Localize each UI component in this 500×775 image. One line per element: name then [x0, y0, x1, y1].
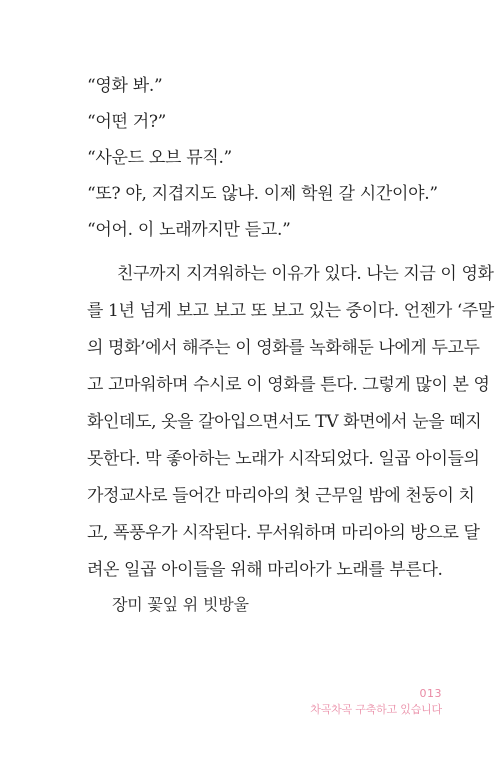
body-paragraph	[87, 256, 494, 589]
section-subheading: 장미 꽃잎 위 빗방울	[112, 595, 249, 614]
paragraph-line: 의 명화’에서 해주는 이 영화를 녹화해둔 나에게 두고두	[87, 338, 480, 358]
paragraph-line: 화인데도, 옷을 갈아입으면서도 TV 화면에서 눈을 떼지	[87, 412, 482, 432]
dialogue-line: “어어. 이 노래까지만 듣고.”	[87, 220, 291, 240]
paragraph-line: 친구까지 지겨워하는 이유가 있다. 나는 지금 이 영화	[117, 264, 494, 284]
page-number: 013	[419, 687, 442, 700]
dialogue-line: “또? 야, 지겹지도 않냐. 이제 학원 갈 시간이야.”	[87, 184, 438, 204]
dialogue-line: “어떤 거?”	[87, 112, 167, 132]
paragraph-line: 고 고마워하며 수시로 이 영화를 튼다. 그렇게 많이 본 영	[87, 375, 490, 395]
dialogue-line: “영화 봐.”	[87, 76, 163, 96]
page-footer	[310, 686, 442, 718]
paragraph-line: 를 1년 넘게 보고 보고 또 보고 있는 중이다. 언젠가 ‘주말	[87, 301, 494, 321]
dialogue-line: “사운드 오브 뮤직.”	[87, 148, 232, 168]
paragraph-line: 못한다. 막 좋아하는 노래가 시작되었다. 일곱 아이들의	[87, 449, 480, 469]
paragraph-line: 가정교사로 들어간 마리아의 첫 근무일 밤에 천둥이 치	[87, 486, 475, 506]
dialogue-block	[87, 68, 467, 248]
running-title: 차곡차곡 구축하고 있습니다	[310, 703, 442, 716]
paragraph-line: 려온 일곱 아이들을 위해 마리아가 노래를 부른다.	[87, 560, 443, 580]
paragraph-line: 고, 폭풍우가 시작된다. 무서워하며 마리아의 방으로 달	[87, 523, 480, 543]
